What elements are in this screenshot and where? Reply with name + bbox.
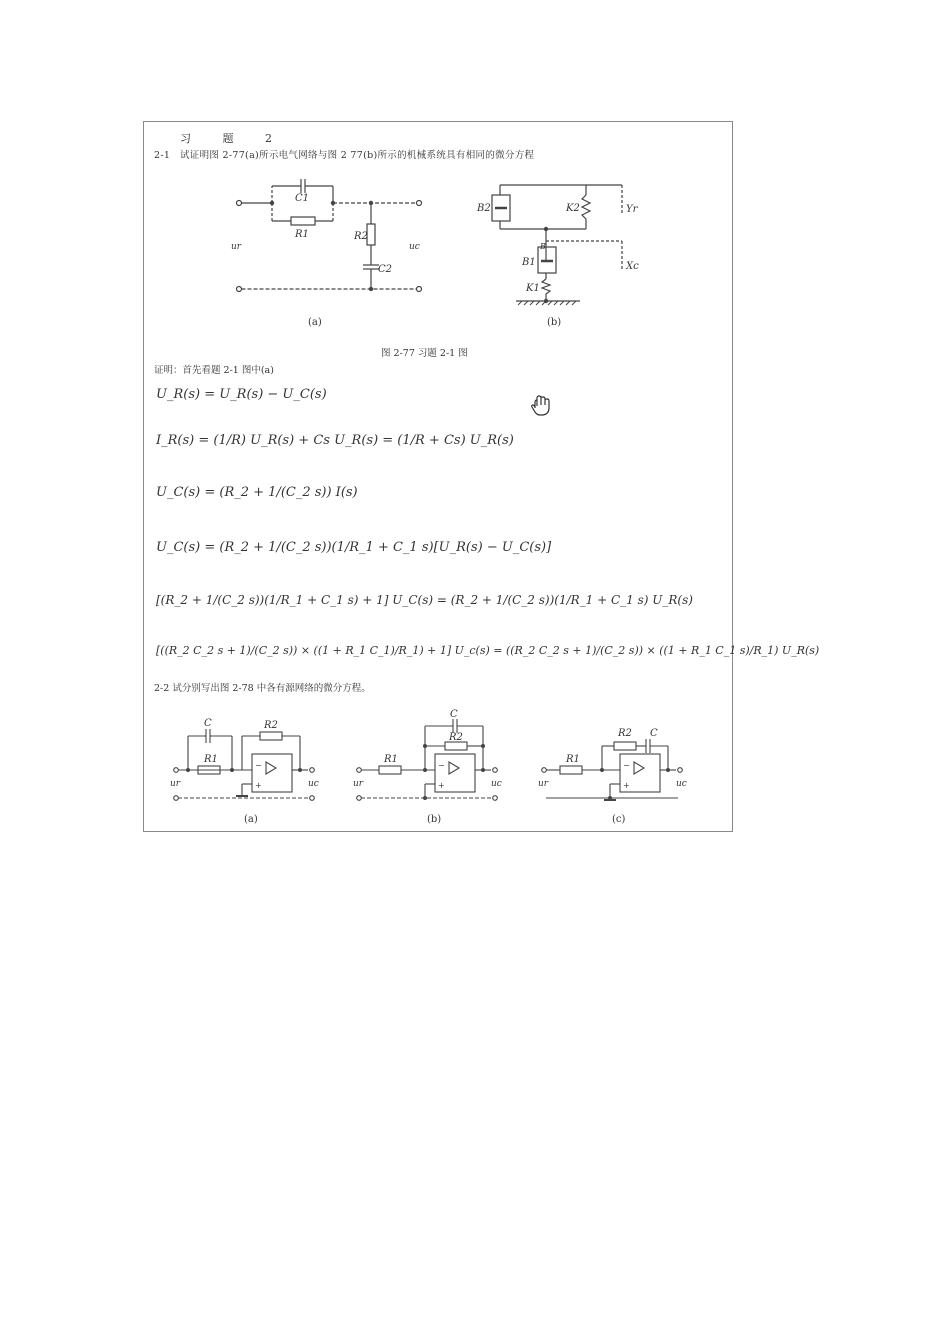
equation-5 [154, 580, 714, 624]
equation-3-text: U_C(s) = (R_2 + 1/(C_2 s)) I(s) [156, 485, 358, 500]
equation-6-text: [((R_2 C_2 s + 1)/(C_2 s)) × ((1 + R_1 C_1)/R_1) + 1] U_c(s) = ((R_2 C_2 s + 1)/(C_2 s)) × ((1 + R_1 C_1 s)/R_1) U_R(s) [156, 644, 820, 657]
label-R2: R2 [354, 231, 368, 242]
proof-intro: 证明：首先看题 2-1 图中(a) [154, 365, 274, 376]
document-frame [143, 121, 820, 832]
label-R2-b: R2 [449, 732, 463, 743]
label-ur: ur [231, 242, 242, 252]
label-Yr: Yr [626, 204, 638, 215]
label-78b: (b) [427, 814, 442, 825]
label-R1: R1 [295, 229, 309, 240]
svg-text:−: − [438, 761, 445, 770]
label-ur-b: ur [353, 779, 364, 789]
label-ur-a: ur [170, 779, 181, 789]
equation-2-text: I_R(s) = (1/R) U_R(s) + Cs U_R(s) = (1/R + Cs) U_R(s) [156, 433, 514, 448]
label-a: (a) [308, 317, 322, 328]
label-B: B [540, 242, 546, 251]
problem-2-1-text: 2-1 试证明图 2-77(a)所示电气网络与图 2 77(b)所示的机械系统具有相同的微分方程 [154, 150, 535, 161]
equation-4-text: U_C(s) = (R_2 + 1/(C_2 s))(1/R_1 + C_1 s)[U_R(s) − U_C(s)] [156, 540, 552, 555]
label-R2-c: R2 [618, 728, 632, 739]
label-R2-a: R2 [264, 720, 278, 731]
label-B2: B2 [477, 203, 491, 214]
label-C2: C2 [378, 264, 393, 275]
label-uc-a: uc [308, 779, 319, 789]
label-K2: K2 [566, 203, 580, 214]
label-C-c: C [650, 728, 658, 739]
label-R1-c: R1 [566, 754, 580, 765]
equation-3 [154, 472, 358, 516]
equation-5-text: [(R_2 + 1/(C_2 s))(1/R_1 + C_1 s) + 1] U_C(s) = (R_2 + 1/(C_2 s))(1/R_1 + C_1 s) U_R(s) [156, 593, 693, 607]
label-K1: K1 [526, 283, 540, 294]
svg-text:−: − [255, 761, 262, 770]
section-title: 习 题 2 [180, 132, 286, 145]
label-78a: (a) [244, 814, 258, 825]
label-ur-c: ur [538, 779, 549, 789]
label-Xc: Xc [626, 261, 639, 272]
svg-text:+: + [438, 781, 445, 790]
figure-caption: 图 2-77 习题 2-1 图 [381, 348, 468, 359]
hand-cursor-icon [529, 394, 553, 418]
label-uc-c: uc [676, 779, 687, 789]
figure-2-78b-circuit [349, 709, 519, 842]
label-C-a: C [204, 718, 212, 729]
label-b: (b) [547, 317, 562, 328]
equation-1 [154, 380, 354, 410]
figure-2-78a-circuit [166, 712, 336, 842]
label-B1: B1 [522, 257, 536, 268]
figure-2-77b-mechanical [474, 177, 644, 377]
label-C-b: C [450, 709, 458, 720]
figure-2-78c-circuit [534, 712, 704, 842]
equation-6 [154, 630, 820, 674]
label-C1: C1 [295, 193, 310, 204]
label-R1-b: R1 [384, 754, 398, 765]
label-78c: (c) [612, 814, 626, 825]
equation-4 [154, 527, 552, 571]
equation-1-text: U_R(s) = U_R(s) − U_C(s) [156, 387, 327, 402]
svg-text:+: + [623, 781, 630, 790]
problem-2-2-text: 2-2 试分别写出图 2-78 中各有源网络的微分方程。 [154, 683, 371, 694]
svg-text:+: + [255, 781, 262, 790]
svg-text:−: − [623, 761, 630, 770]
equation-2 [154, 418, 514, 462]
label-uc: uc [409, 242, 420, 252]
label-R1-a: R1 [204, 754, 218, 765]
label-uc-b: uc [491, 779, 502, 789]
